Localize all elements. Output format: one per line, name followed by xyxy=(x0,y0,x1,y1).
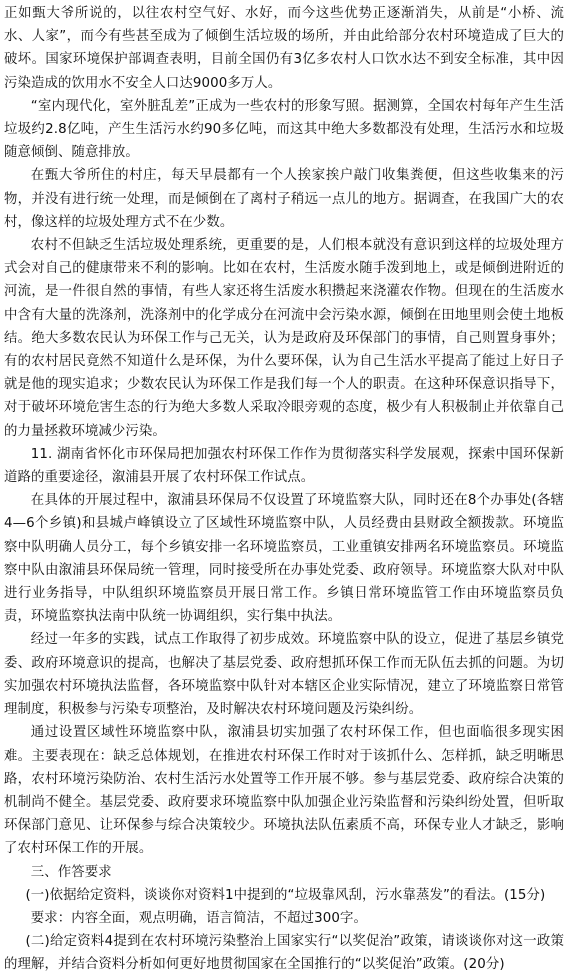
material-heading-11: 11. 湖南省怀化市环保局把加强农村环保工作作为贯彻落实科学发展观，探索中国环保新道路的重要途径，溆浦县开展了农村环保工作试点。 xyxy=(4,446,564,486)
paragraph: 在甄大爷所住的村庄，每天早晨都有一个人挨家挨户敲门收集粪便，但这些收集来的污物，并没有进行统一处理，而是倾倒在了离村子稍远一点儿的地方。据调查，在我国广大的农村，像这样的垃圾处理方式不在少数。 xyxy=(4,168,564,230)
paragraph: 在具体的开展过程中，溆浦县环保局不仅设置了环境监察大队，同时还在8个办事处(各辖4—6个乡镇)和县城卢峰镇设立了区域性环境监察中队，人员经费由县财政全额拨款。环境监察中队明确人员分工，每个乡镇安排一名环境监察员，工业重镇安排两名环境监察员。环境监察中队由溆浦县环保局统一管理，同时接受所在办事处党委、政府领导。环境监察大队对中队进行业务指导，中队组织环境监察员开展日常工作。乡镇日常环境监管工作由环境监察员负责，环境监察执法南中队统一协调组织，实行集中执法。 xyxy=(4,493,564,625)
paragraph: “室内现代化，室外脏乱差”正成为一些农村的形象写照。据测算，全国农村每年产生生活垃圾约2.8亿吨，产生生活污水约90多亿吨，而这其中绝大多数都没有处理，生活污水和垃圾随意倾倒、随意排放。 xyxy=(4,98,564,161)
paragraph: 通过设置区域性环境监察中队，溆浦县切实加强了农村环保工作，但也面临很多现实困难。主要表现在：缺乏总体规划，在推进农村环保工作时对于该抓什么、怎样抓，缺乏明晰思路，农村环境污染防治、农村生活污水处置等工作开展不够。参与基层党委、政府综合决策的机制尚不健全。基层党委、政府要求环境监察中队加强企业污染监督和污染纠纷处置，但听取环保部门意见、让环保参与综合决策较少。环境执法队伍素质不高，环保专业人才缺乏，影响了农村环保工作的开展。 xyxy=(4,725,564,857)
question-1: (一)依据给定资料，谈谈你对资料1中提到的“垃圾靠风刮，污水靠蒸发”的看法。(15分) xyxy=(25,887,546,903)
question-1-requirements: 要求：内容全面，观点明确，语言简洁，不超过300字。 xyxy=(30,910,367,926)
document-body xyxy=(4,2,564,977)
paragraph: 正如甄大爷所说的，以往农村空气好、水好，而今这些优势正逐渐消失，从前是“小桥、流水、人家”，而今有些甚至成为了倾倒生活垃圾的场所，并由此给部分农村环境造成了巨大的破坏。国家环境保护部调查表明，目前全国仍有3亿多农村人口饮水达不到安全标准，其中因污染造成的饮用水不安全人口达9000多万人。 xyxy=(4,6,564,91)
paragraph: 农村不但缺乏生活垃圾处理系统，更重要的是，人们根本就没有意识到这样的垃圾处理方式会对自己的健康带来不利的影响。比如在农村，生活废水随手泼到地上，或是倾倒进附近的河流，是一件很自然的事情，有些人家还将生活废水积攒起来浇灌农作物。但现在的生活废水中含有大量的洗涤剂，洗涤剂中的化学成分在河流中会污染水源，倾倒在田地里则会使土地板结。绝大多数农民认为环保工作与己无关，认为是政府及环保部门的事情，自己则置身事外；有的农村居民竟然不知道什么是环保，为什么要环保，认为自己生活水平提高了能过上好日子就是他的现实追求；少数农民认为环保工作是我们每一个人的职责。在这种环保意识指导下，对于破坏环境危害生态的行为绝大多数人采取冷眼旁观的态度，极少有人积极制止并依靠自己的力量拯救环境减少污染。 xyxy=(4,238,564,439)
question-2: (二)给定资料4提到在农村环境污染整治上国家实行“以奖促治”政策，请谈谈你对这一政策的理解，并结合资料分析如何更好地贯彻国家在全国推行的“以奖促治”政策。(20分) xyxy=(4,934,564,973)
section-heading: 三、作答要求 xyxy=(30,864,112,880)
paragraph: 经过一年多的实践，试点工作取得了初步成效。环境监察中队的设立，促进了基层乡镇党委、政府环境意识的提高，也解决了基层党委、政府想抓环保工作而无队伍去抓的问题。为切实加强农村环境执法监督，各环境监察中队针对本辖区企业实际情况，建立了环境监察日常管理制度，积极参与污染专项整治，及时解决农村环境问题及污染纠纷。 xyxy=(4,632,564,718)
